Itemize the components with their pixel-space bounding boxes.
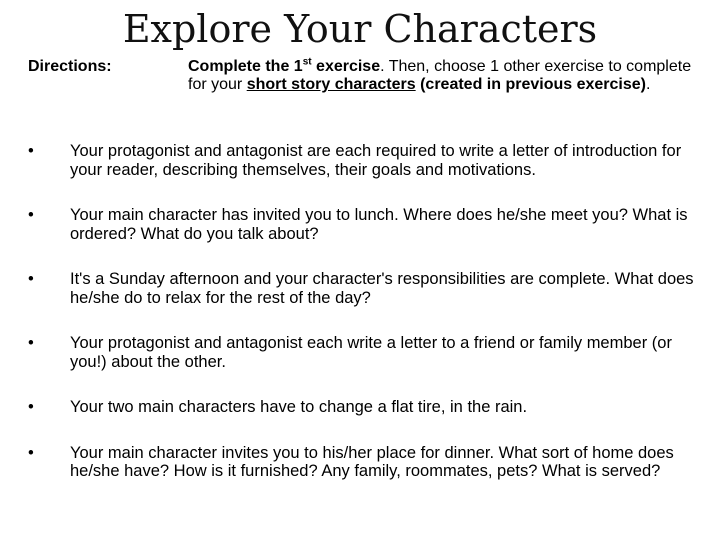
- bullet-icon: •: [28, 398, 34, 416]
- list-item: [28, 270, 698, 307]
- bullet-icon: •: [28, 270, 34, 288]
- bullet-icon: •: [28, 443, 34, 462]
- list-item: [28, 334, 698, 371]
- directions-underlined-text: short story characters: [246, 76, 416, 93]
- list-item: [28, 142, 698, 179]
- list-item: [28, 444, 698, 481]
- prompt-text: Your protagonist and antagonist each write a letter to a friend or family member (or you!) about the other.: [70, 334, 672, 371]
- prompt-text: Your main character invites you to his/her place for dinner. What sort of home does he/she have? How is it furnished? Any family, roommates, pets? What is served?: [70, 443, 674, 480]
- bullet-icon: •: [28, 334, 34, 352]
- directions-label: Directions:: [28, 58, 112, 75]
- bullet-icon: •: [28, 206, 34, 224]
- directions-part-1: Complete the 1: [188, 58, 303, 75]
- prompt-text: Your main character has invited you to lunch. Where does he/she meet you? What is ordered? What do you talk about?: [70, 206, 688, 243]
- prompt-text: Your protagonist and antagonist are each required to write a letter of introduction for your reader, describing themselves, their goals and motivations.: [70, 142, 682, 179]
- prompt-text: Your two main characters have to change a flat tire, in the rain.: [70, 398, 528, 416]
- directions-part-4: (created in previous exercise): [415, 76, 646, 93]
- page-title: Explore Your Characters: [122, 7, 598, 51]
- directions-part-5: .: [645, 76, 651, 93]
- directions-text: [188, 58, 693, 94]
- directions-ordinal-suffix: st: [302, 56, 312, 68]
- directions-part-3: . Then, choose 1 other exercise to complete for your: [188, 58, 692, 93]
- prompt-text: It's a Sunday afternoon and your character's responsibilities are complete. What does he/she do to relax for the rest of the day?: [70, 270, 694, 307]
- directions-part-2: exercise: [311, 58, 381, 75]
- list-item: [28, 206, 698, 243]
- bullet-icon: •: [28, 142, 34, 160]
- prompt-list: [28, 142, 698, 481]
- list-item: [28, 398, 698, 417]
